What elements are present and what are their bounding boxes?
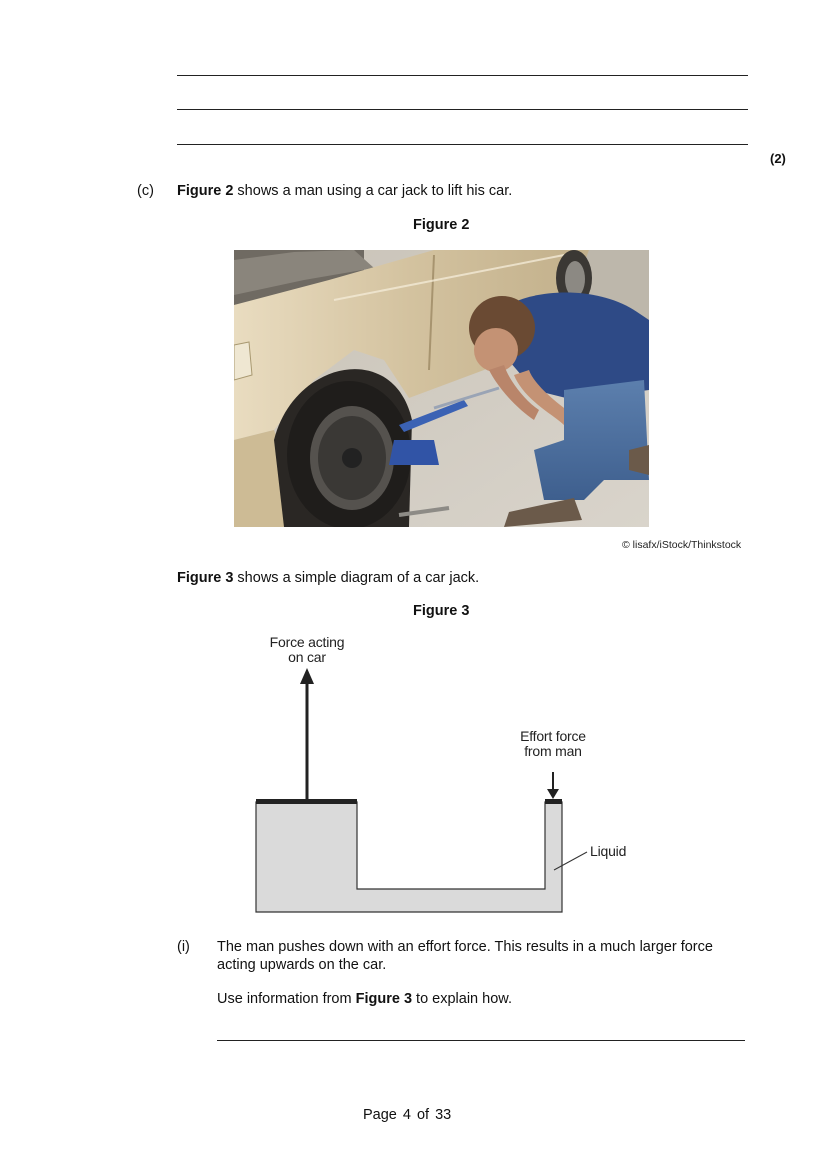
answer-line-4 bbox=[217, 1040, 745, 1041]
question-i-label: (i) bbox=[177, 939, 190, 955]
small-piston bbox=[545, 799, 562, 804]
figure-2-photo bbox=[234, 250, 649, 527]
figure-3-title: Figure 3 bbox=[413, 603, 470, 619]
effort-force-label-line1: Effort force bbox=[520, 728, 586, 744]
liquid-container bbox=[256, 802, 562, 912]
force-on-car-label bbox=[250, 635, 364, 665]
effort-force-label-line2: from man bbox=[524, 743, 582, 759]
marks-label: (2) bbox=[770, 151, 786, 166]
part-c-sentence: shows a man using a car jack to lift his car. bbox=[233, 183, 513, 199]
instruction-figure-ref: Figure 3 bbox=[355, 991, 413, 1007]
figure-3-intro bbox=[177, 569, 479, 587]
large-piston bbox=[256, 799, 357, 804]
figure-2-title: Figure 2 bbox=[413, 217, 470, 233]
answer-line-2 bbox=[177, 109, 748, 110]
question-i-line1: The man pushes down with an effort force. This results in a much larger force bbox=[217, 939, 713, 955]
page-number: Page 4 of 33 bbox=[363, 1107, 452, 1123]
question-i-line2: acting upwards on the car. bbox=[217, 957, 387, 973]
force-on-car-label-line2: on car bbox=[288, 649, 326, 665]
answer-line-3 bbox=[177, 144, 748, 145]
effort-force-arrowhead bbox=[547, 789, 559, 799]
figure-3-reference: Figure 3 bbox=[177, 570, 234, 586]
figure-3-intro-sentence: shows a simple diagram of a car jack. bbox=[233, 570, 480, 586]
part-c-label: (c) bbox=[137, 183, 154, 199]
force-on-car-label-line1: Force acting bbox=[269, 634, 345, 650]
answer-line-1 bbox=[177, 75, 748, 76]
part-c-text bbox=[177, 182, 512, 200]
question-i-instruction bbox=[217, 990, 512, 1008]
photo-credit: © lisafx/iStock/Thinkstock bbox=[622, 539, 742, 551]
car-jack-diagram bbox=[250, 660, 650, 920]
liquid-label: Liquid bbox=[590, 843, 627, 859]
force-on-car-arrowhead bbox=[300, 668, 314, 684]
instruction-post: to explain how. bbox=[412, 991, 512, 1007]
figure-2-reference: Figure 2 bbox=[177, 183, 234, 199]
effort-force-label bbox=[503, 729, 603, 759]
instruction-pre: Use information from bbox=[217, 991, 356, 1007]
